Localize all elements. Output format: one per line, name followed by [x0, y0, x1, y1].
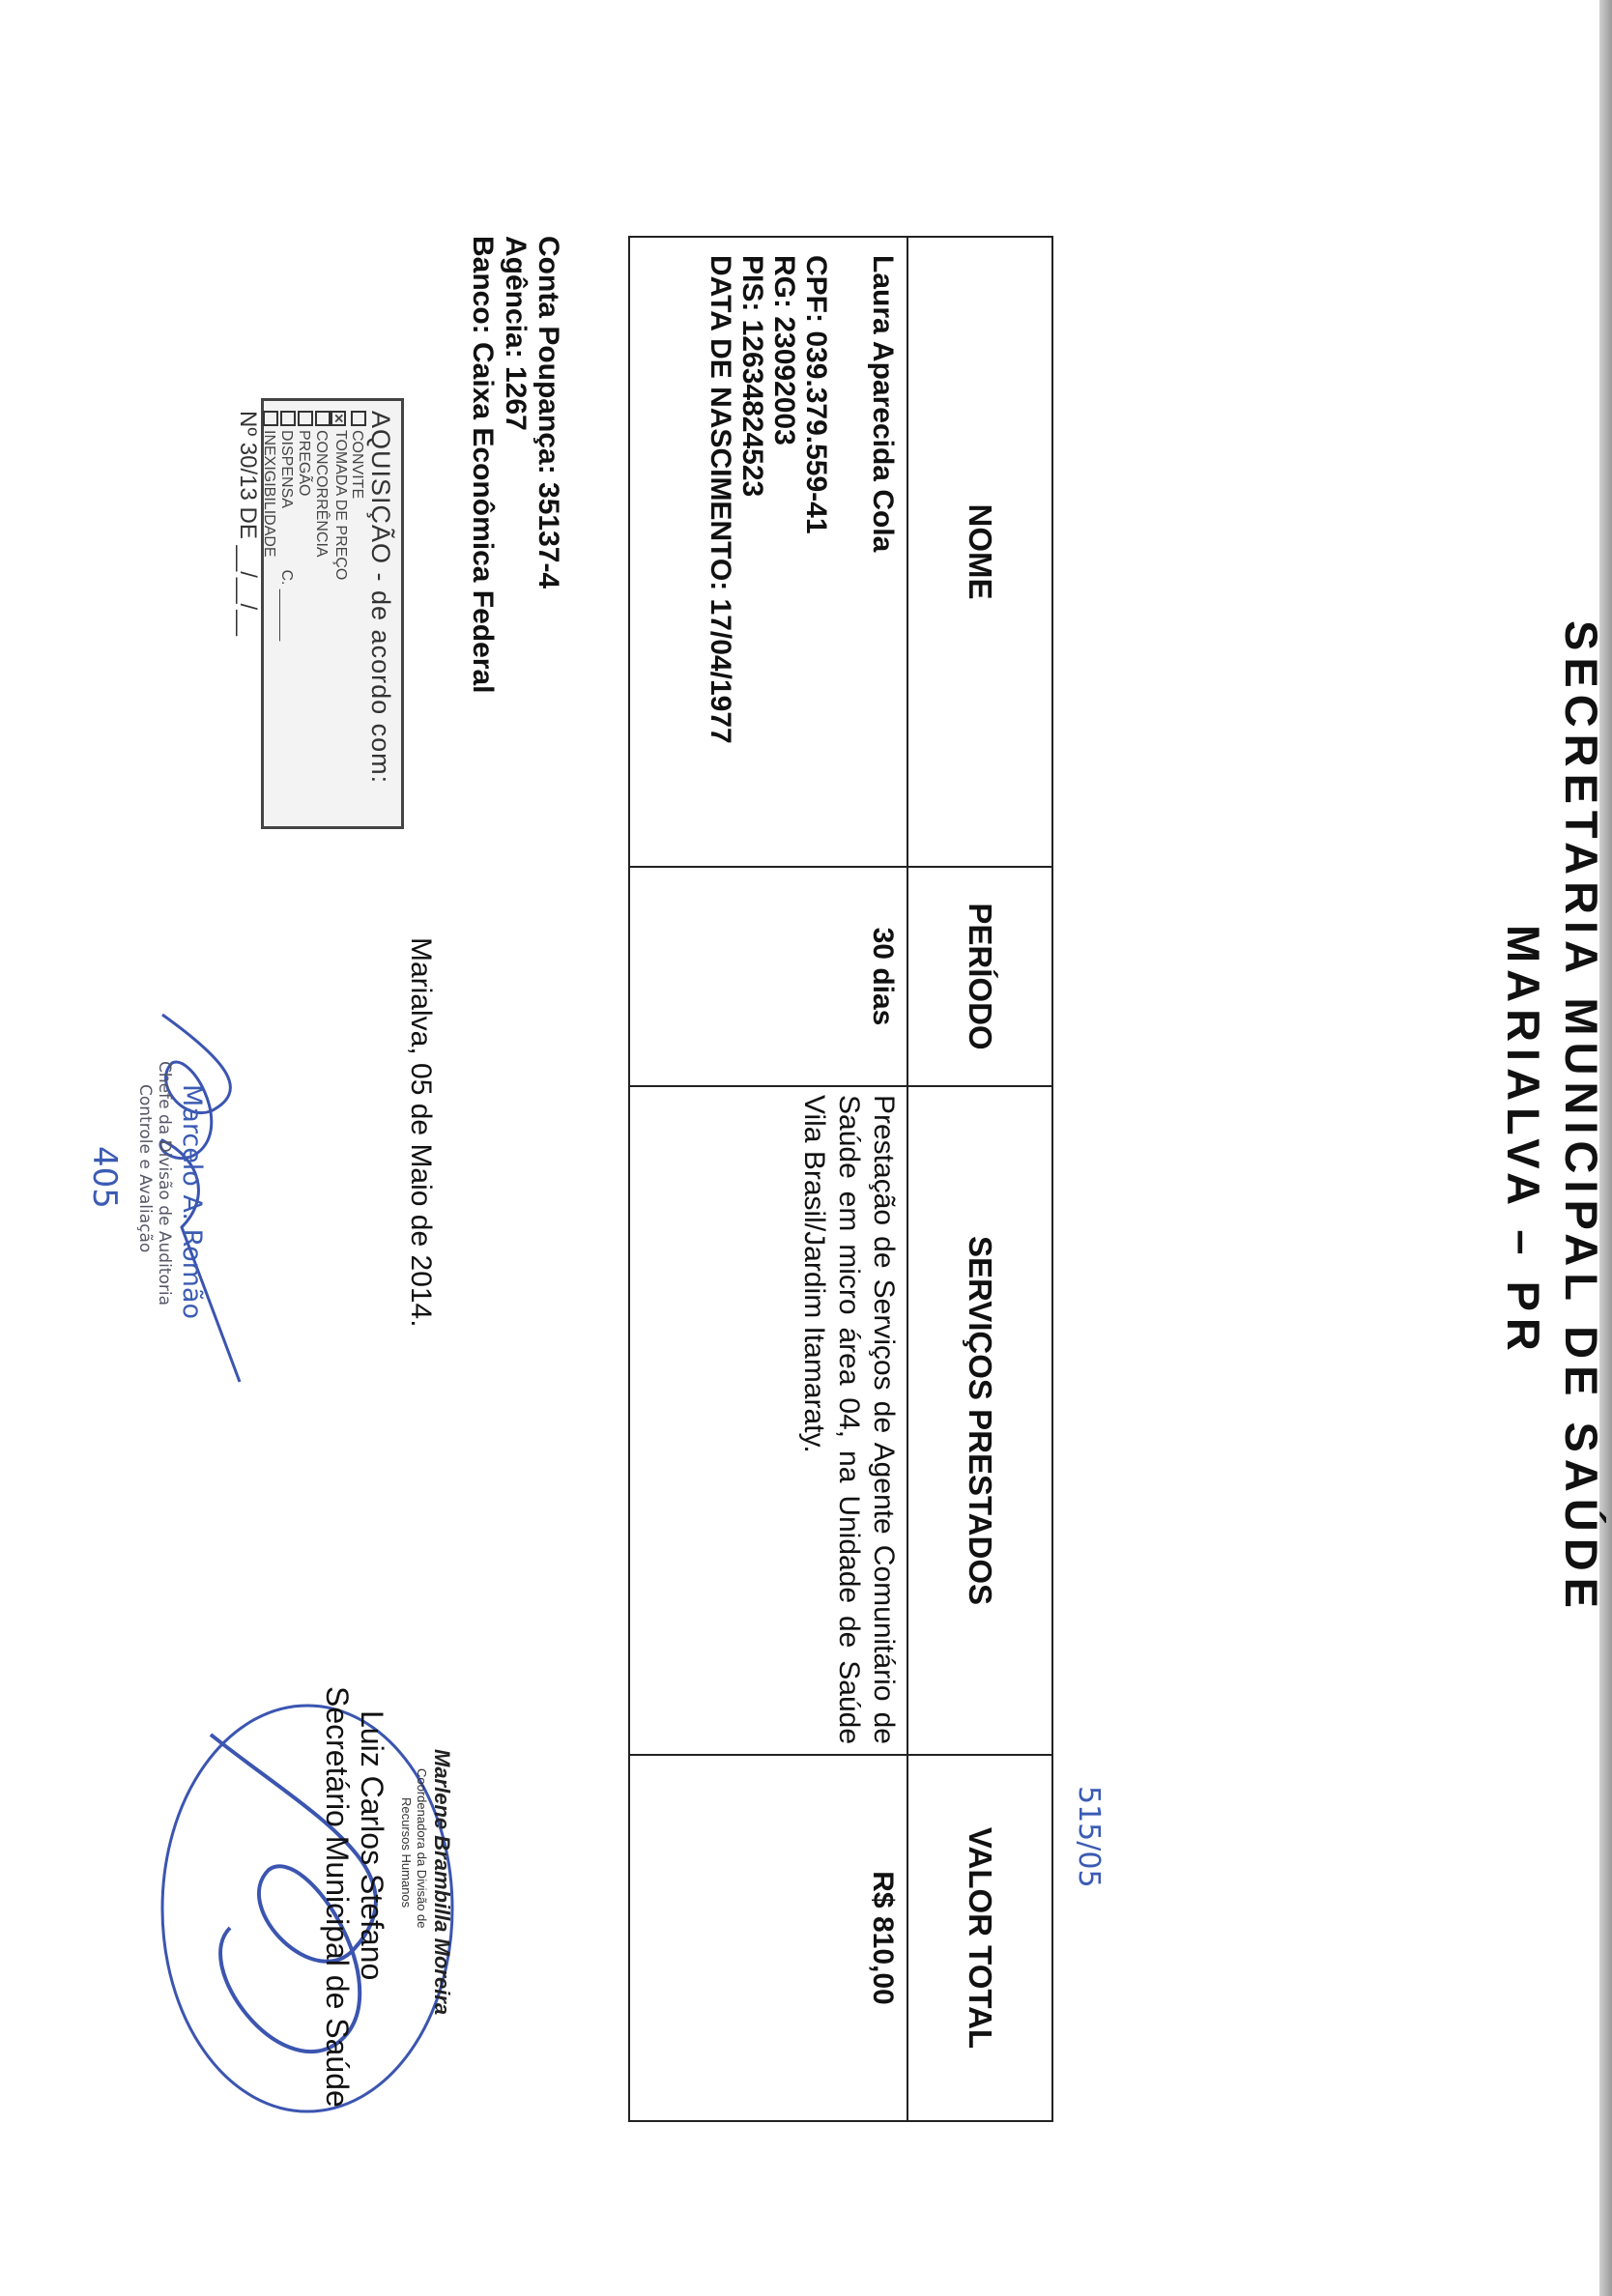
cell-periodo: 30 dias [629, 867, 907, 1086]
stamp-option-pregao: PREGÃO [296, 411, 313, 817]
acquisition-stamp [235, 398, 404, 829]
checkbox-icon [351, 411, 366, 426]
person-pis: PIS: 12634824523 [736, 255, 768, 498]
services-table [628, 236, 1053, 2122]
secretary-title: Secretário Municipal de Saúde [320, 1686, 355, 2108]
rh-stamp-role1: Coordenadora da Divisão de [415, 1768, 429, 1929]
stamp-option-inexigibilidade: INEXIGIBILIDADE [261, 411, 278, 817]
date-line: Marialva, 05 de Maio de 2014. [405, 937, 437, 1328]
person-rg: RG: 23092003 [768, 255, 800, 445]
stamp-number-line: Nº 30/13 DE __/__/__ [235, 411, 261, 636]
bank-conta: Conta Poupança: 35137-4 [533, 236, 564, 589]
person-name: Laura Aparecida Cola [867, 255, 899, 553]
header-title-line1: SECRETARIA MUNICIPAL DE SAÚDE [1556, 620, 1607, 1616]
header-title-line2: MARIALVA – PR [1498, 925, 1549, 1358]
cell-person-info [629, 237, 907, 867]
cell-servicos: Prestação de Serviços de Agente Comunitário de Saúde em micro área 04, na Unidade de Saúde Vila Brasil/Jardim Itamaraty. [629, 1086, 907, 1755]
auditor-role2: Controle e Avaliação [135, 1084, 155, 1253]
header-nome: NOME [907, 237, 1052, 867]
header-periodo: PERÍODO [907, 867, 1052, 1086]
checkbox-checked-icon: ✕ [331, 411, 346, 426]
bank-info [466, 236, 564, 694]
secretary-name: Luiz Carlos Stefano [355, 1710, 389, 1981]
checkbox-icon [298, 411, 313, 426]
auditor-role1: Chefe da Divisão de Auditoria [155, 1061, 174, 1306]
rh-stamp-role2: Recursos Humanos [399, 1797, 414, 1909]
auditor-name: Marcelo A. Romão [177, 1084, 207, 1319]
person-cpf: CPF: 039.379.559-41 [800, 255, 832, 534]
header-valor: VALOR TOTAL [907, 1755, 1052, 2121]
stamp-title: AQUISIÇÃO - de acordo com: [366, 411, 395, 785]
bank-banco: Banco: Caixa Econômica Federal [467, 236, 499, 694]
checkbox-icon [315, 411, 331, 426]
stamp-option-dispensa: DISPENSA C. ______ [278, 411, 296, 817]
stamp-option-concorrencia: CONCORRÊNCIA [313, 411, 331, 817]
bank-agencia: Agência: 1267 [500, 236, 532, 431]
stamp-option-convite: CONVITE [349, 411, 366, 817]
handwritten-page-number: 515/05 [1072, 1786, 1106, 1888]
cell-valor: R$ 810,00 [629, 1755, 907, 2121]
auditor-handwritten-note: 405 [85, 1146, 124, 1209]
checkbox-icon [263, 411, 278, 426]
stamp-option-tomada: ✕TOMADA DE PREÇO [331, 411, 349, 817]
header-servicos: SERVIÇOS PRESTADOS [907, 1086, 1052, 1755]
checkbox-icon [280, 411, 296, 426]
rh-stamp-name: Marlene Brambilla Moreira [430, 1749, 454, 2016]
person-birthdate: DATA DE NASCIMENTO: 17/04/1977 [705, 255, 736, 744]
